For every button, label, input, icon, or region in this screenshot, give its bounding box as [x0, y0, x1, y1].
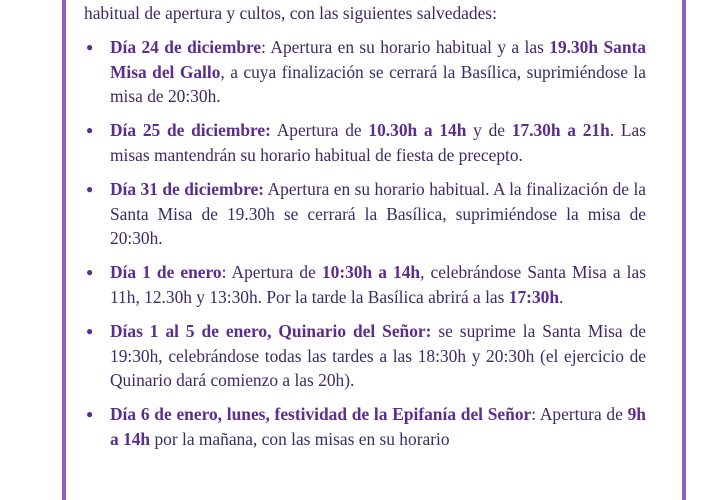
highlighted-text: Día 6 de enero, lunes, festividad de la Epifanía del Señor	[110, 404, 532, 425]
schedule-item-text	[110, 118, 646, 168]
schedule-item	[84, 319, 646, 393]
bullet-icon: ●	[86, 323, 94, 338]
schedule-item	[84, 118, 646, 168]
bullet-icon: ●	[86, 123, 94, 138]
item-text: , a cuya finalización se cerrará la Basílica, suprimiéndose la misa de 20:30h.	[110, 61, 646, 107]
bullet-icon: ●	[86, 265, 94, 280]
schedule-list	[84, 35, 646, 452]
item-text: : Apertura de	[221, 262, 322, 283]
highlighted-text: 10.30h a 14h	[368, 120, 467, 141]
highlighted-text: Día 1 de enero	[110, 262, 222, 283]
highlighted-text: 19.30h Santa Misa del Gallo	[110, 36, 646, 82]
bullet-icon: ●	[86, 39, 94, 54]
document-body	[84, 1, 646, 461]
schedule-item-text	[110, 319, 646, 393]
highlighted-text: Días 1 al 5 de enero, Quinario del Señor:	[110, 320, 432, 341]
highlighted-text: Día 24 de diciembre	[110, 36, 262, 57]
schedule-item-text	[110, 260, 646, 310]
item-text: : Apertura en su horario habitual y a las	[261, 36, 550, 57]
item-text: y de	[466, 120, 512, 141]
schedule-item-text	[110, 35, 646, 109]
schedule-item	[84, 177, 646, 251]
item-text: por la mañana, con las misas en su horario	[150, 428, 450, 449]
item-text: Apertura de	[270, 120, 369, 141]
item-text: se suprime la Santa Misa de 19:30h, celebrándose todas las tardes a las 18:30h y 20:30h (el ejercicio de Quinario dará comienzo a las 20h).	[110, 320, 646, 391]
highlighted-text: 17.30h a 21h	[511, 120, 610, 141]
item-text: : Apertura de	[531, 404, 628, 425]
schedule-item-text	[110, 177, 646, 251]
item-text: , celebrándose Santa Misa a las 11h, 12.30h y 13:30h. Por la tarde la Basílica abrirá a las	[110, 262, 647, 307]
highlighted-text: 10:30h a 14h	[321, 262, 421, 283]
intro-paragraph: habitual de apertura y cultos, con las siguientes salvedades:	[84, 3, 497, 23]
schedule-item	[84, 35, 646, 109]
bullet-icon: ●	[86, 181, 94, 196]
item-text: .	[559, 286, 564, 307]
highlighted-text: 17:30h	[508, 286, 560, 307]
highlighted-text: Día 31 de diciembre:	[110, 178, 265, 199]
item-text: . Las misas mantendrán su horario habitual de fiesta de precepto.	[110, 120, 646, 165]
schedule-item	[84, 402, 646, 452]
schedule-item	[84, 260, 646, 310]
schedule-item-text	[110, 402, 646, 452]
bullet-icon: ●	[86, 407, 94, 422]
highlighted-text: 9h a 14h	[110, 404, 646, 449]
item-text: Apertura en su horario habitual. A la finalización de la Santa Misa de 19.30h se cerrará la Basílica, suprimiéndose la misa de 20:30h.	[110, 178, 646, 249]
highlighted-text: Día 25 de diciembre:	[110, 120, 271, 141]
